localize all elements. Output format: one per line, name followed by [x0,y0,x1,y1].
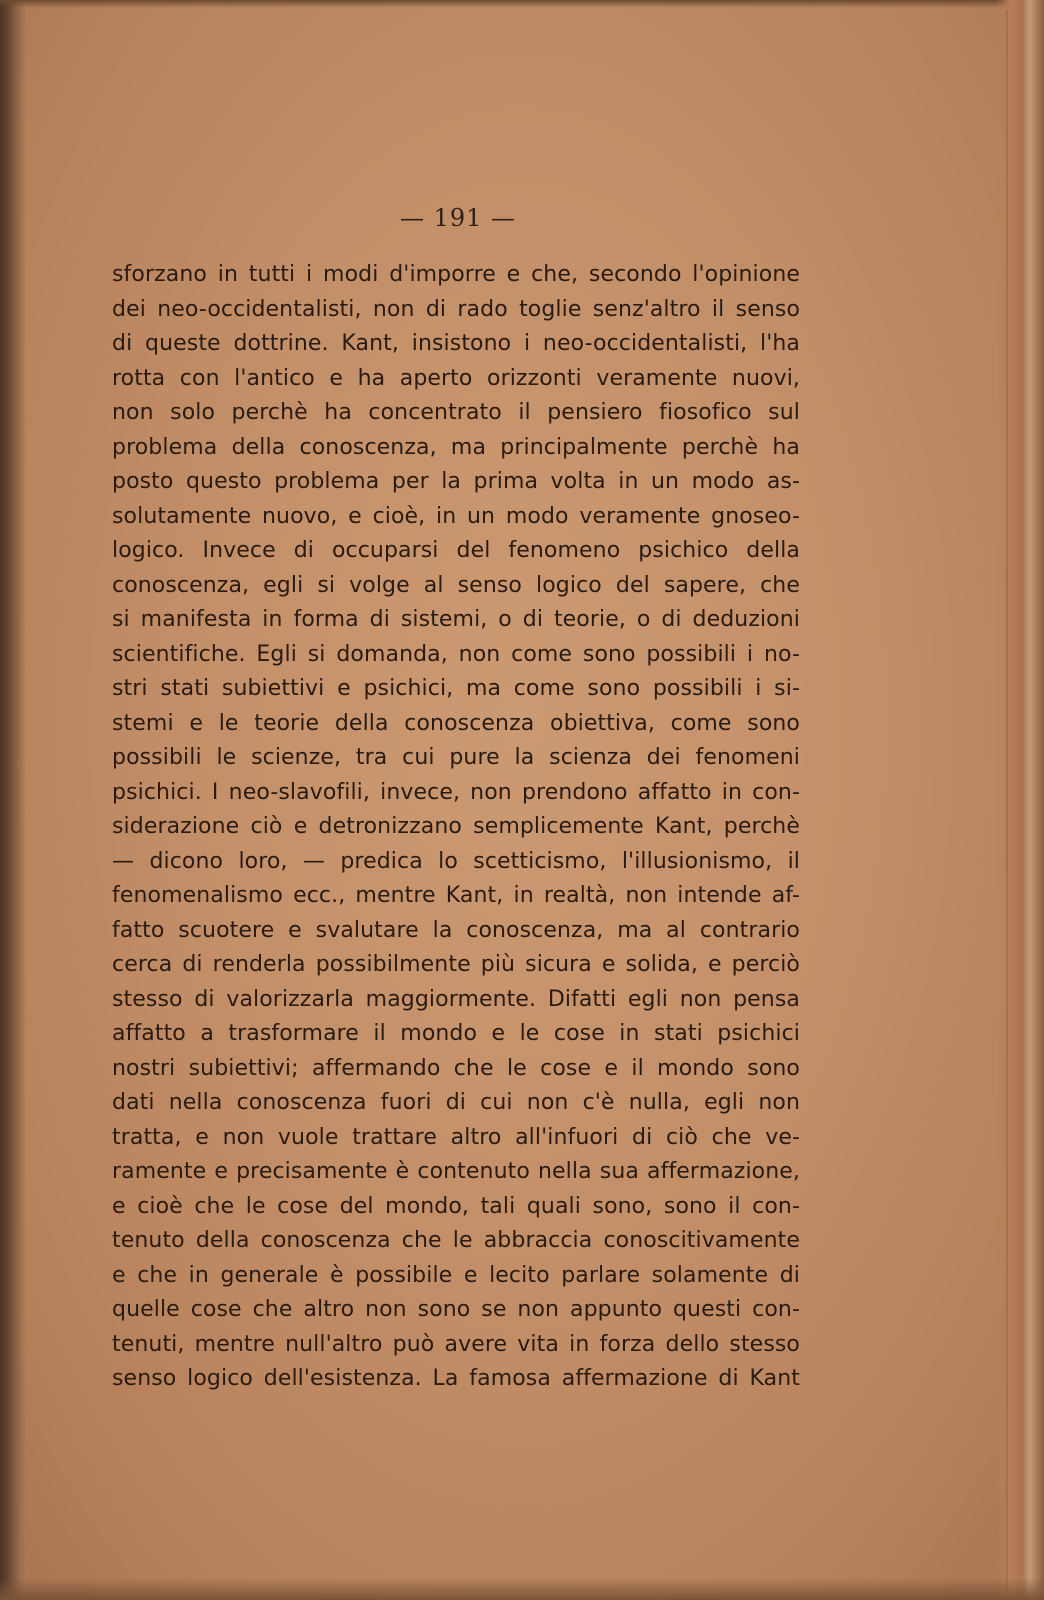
text-line: si manifesta in forma di sistemi, o di teorie, o di deduzioni [112,607,800,632]
top-edge [0,0,1044,8]
text-line: rotta con l'antico e ha aperto orizzonti veramente nuovi, [112,365,800,391]
text-line: ramente e precisamente è contenuto nella sua affermazione, [112,1159,800,1184]
text-line: psichici. I neo-slavofili, invece, non prendono affatto in con- [112,779,800,805]
text-line: nostri subiettivi; affermando che le cose e il mondo sono [112,1055,800,1081]
text-line: solutamente nuovo, e cioè, in un modo veramente gnoseo- [112,503,800,529]
text-line: stesso di valorizzarla maggiormente. Difatti egli non pensa [112,986,800,1012]
text-line: dati nella conoscenza fuori di cui non c'è nulla, egli non [112,1090,800,1115]
text-line: dei neo-occidentalisti, non di rado toglie senz'altro il senso [112,296,800,322]
text-line: sforzano in tutti i modi d'imporre e che, secondo l'opinione [112,262,800,287]
text-line: e che in generale è possibile e lecito parlare solamente di [112,1262,800,1288]
body-text [112,258,800,1397]
text-line: stemi e le teorie della conoscenza obiettiva, come sono [112,710,800,736]
text-line: conoscenza, egli si volge al senso logico del sapere, che [112,572,800,598]
text-line: — dicono loro, — predica lo scetticismo, l'illusionismo, il [112,848,800,874]
text-line: stri stati subiettivi e psichici, ma come sono possibili i si- [112,676,800,701]
text-line: senso logico dell'esistenza. La famosa affermazione di Kant [112,1366,800,1391]
text-line: tratta, e non vuole trattare altro all'infuori di ciò che ve- [112,1124,800,1150]
text-line: quelle cose che altro non sono se non appunto questi con- [112,1297,800,1322]
page-edge-line [1006,10,1008,1590]
text-line: di queste dottrine. Kant, insistono i neo-occidentalisti, l'ha [112,331,800,356]
text-line: siderazione ciò e detronizzano semplicemente Kant, perchè [112,814,800,839]
page-edge-stack [996,0,1044,1600]
text-line: fenomenalismo ecc., mentre Kant, in realtà, non intende af- [112,883,800,908]
text-line: scientifiche. Egli si domanda, non come sono possibili i no- [112,641,800,667]
text-line: tenuti, mentre null'altro può avere vita in forza dello stesso [112,1331,800,1357]
text-line: posto questo problema per la prima volta in un modo as- [112,469,800,494]
text-line: non solo perchè ha concentrato il pensiero fiosofico sul [112,400,800,425]
bottom-edge [0,1578,1044,1600]
page-number: — 191 — [399,204,517,232]
text-line: tenuto della conoscenza che le abbraccia conoscitivamente [112,1228,800,1253]
text-line: problema della conoscenza, ma principalmente perchè ha [112,434,800,460]
text-line: fatto scuotere e svalutare la conoscenza, ma al contrario [112,917,800,943]
text-line: e cioè che le cose del mondo, tali quali sono, sono il con- [112,1193,800,1219]
text-line: possibili le scienze, tra cui pure la scienza dei fenomeni [112,745,800,770]
spine-shadow [0,0,26,1600]
text-line: logico. Invece di occuparsi del fenomeno psichico della [112,538,800,563]
text-line: cerca di renderla possibilmente più sicura e solida, e perciò [112,952,800,977]
text-line: affatto a trasformare il mondo e le cose in stati psichici [112,1021,800,1046]
